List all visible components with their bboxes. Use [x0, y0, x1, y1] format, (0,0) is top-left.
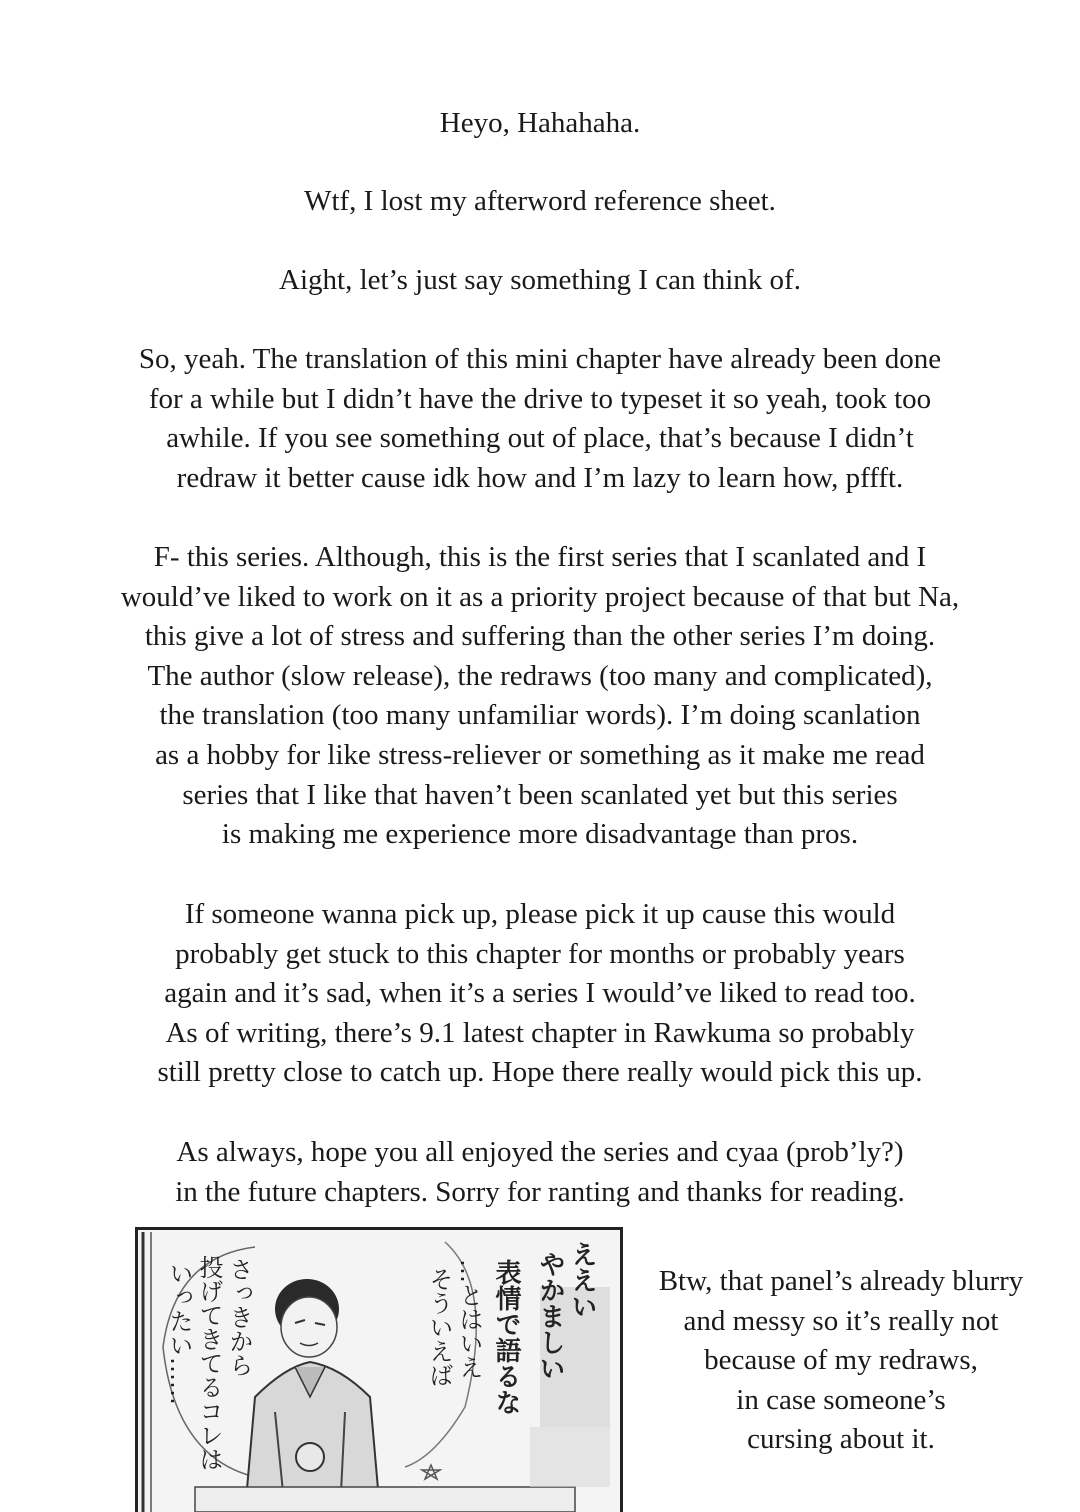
text-line: redraw it better cause idk how and I’m lazy to learn how, pffft. — [176, 461, 904, 494]
text-line: The author (slow release), the redraws (too many and complicated), — [147, 659, 933, 692]
text-line: As of writing, there’s 9.1 latest chapter in Rawkuma so probably — [165, 1016, 915, 1049]
manga-text-column: 表情で語るな — [491, 1259, 521, 1415]
manga-text-column: ええい — [567, 1241, 597, 1319]
text-line: the translation (too many unfamiliar words). I’m doing scanlation — [159, 699, 921, 732]
text-line: Aight, let’s just say something I can think of. — [279, 264, 801, 296]
paragraph-greeting — [0, 104, 1080, 144]
text-line: as a hobby for like stress-reliever or something as it make me read — [155, 738, 925, 771]
manga-text-column: 投げてきてるコレは — [195, 1255, 223, 1471]
text-line: If someone wanna pick up, please pick it up cause this would — [184, 898, 896, 930]
text-line: cursing about it. — [747, 1423, 935, 1456]
manga-text-column: …とはいえ — [455, 1259, 483, 1379]
text-line: So, yeah. The translation of this mini chapter have already been done — [138, 343, 942, 375]
text-line: Heyo, Hahahaha. — [439, 107, 641, 139]
manga-text-column: やかましい — [535, 1251, 565, 1381]
text-line: series that I like that haven’t been scanlated yet but this series — [182, 778, 898, 811]
manga-text-column: さっきから — [225, 1257, 253, 1377]
manga-text-column: そういえば — [425, 1267, 453, 1387]
text-line: F- this series. Although, this is the first series that I scanlated and I — [153, 541, 927, 573]
text-line: because of my redraws, — [704, 1344, 978, 1377]
text-line: this give a lot of stress and suffering than the other series I’m doing. — [144, 620, 936, 653]
paragraph-translation-note — [0, 340, 1080, 498]
paragraph-closing — [0, 1133, 1080, 1212]
text-line: for a while but I didn’t have the drive to typeset it so yeah, took too — [148, 382, 932, 415]
paragraph-pick-up-request — [0, 895, 1080, 1093]
text-line: in case someone’s — [736, 1383, 946, 1416]
paragraph-intro — [0, 261, 1080, 301]
text-line: in the future chapters. Sorry for ranting and thanks for reading. — [175, 1175, 905, 1208]
text-line: As always, hope you all enjoyed the series and cyaa (prob’ly?) — [176, 1136, 904, 1168]
text-line: probably get stuck to this chapter for months or probably years — [175, 937, 905, 970]
text-line: and messy so it’s really not — [683, 1304, 999, 1337]
text-line: would’ve liked to work on it as a priority project because of that but Na, — [120, 580, 960, 613]
text-line: awhile. If you see something out of place, that’s because I didn’t — [166, 422, 914, 455]
paragraph-series-rant — [0, 538, 1080, 855]
paragraph-lost-sheet — [0, 182, 1080, 222]
side-note — [626, 1262, 1056, 1460]
text-line: is making me experience more disadvantage than pros. — [221, 818, 859, 851]
text-line: still pretty close to catch up. Hope there really would pick this up. — [157, 1056, 923, 1089]
manga-text-column: いったい…… — [165, 1261, 193, 1405]
text-line: Btw, that panel’s already blurry — [658, 1265, 1024, 1297]
text-line: Wtf, I lost my afterword reference sheet. — [304, 185, 776, 217]
text-line: again and it’s sad, when it’s a series I would’ve liked to read too. — [164, 977, 916, 1010]
manga-panel — [135, 1227, 623, 1512]
